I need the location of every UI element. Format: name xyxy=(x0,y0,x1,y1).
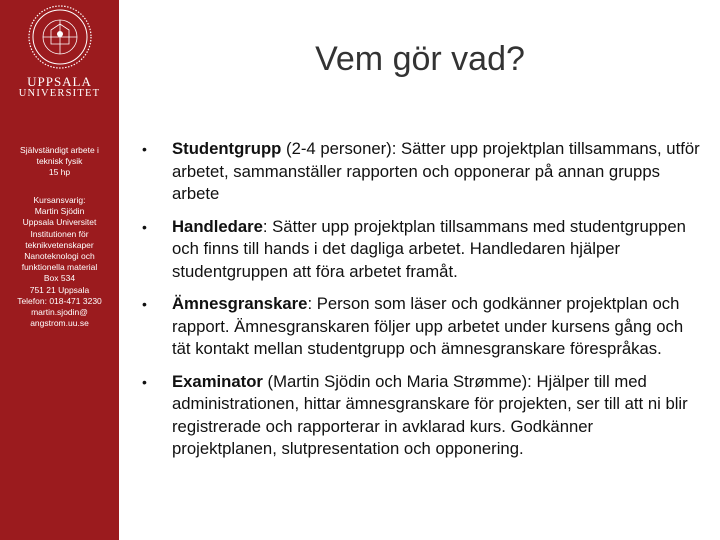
role-item-examinator xyxy=(140,371,700,461)
contact-line: Nanoteknologi och xyxy=(24,251,95,262)
bullet: • xyxy=(142,373,147,390)
role-term: Handledare xyxy=(172,216,263,236)
contact-line: Telefon: 018-471 3230 xyxy=(17,295,102,306)
contact-line: teknikvetenskaper xyxy=(25,239,94,250)
course-line: 15 hp xyxy=(48,167,71,178)
contact-line: Box 534 xyxy=(43,273,76,284)
role-list xyxy=(140,138,700,471)
course-info xyxy=(4,145,115,179)
role-item-studentgrupp xyxy=(140,138,700,206)
role-description: (Martin Sjödin och Maria Strømme): Hjälper till med administrationen, hittar ämnesgranskare för projekten, ser till att ni blir registrerade och rapporterar in avklarad kurs. Godkänner projektplanen, slutpresentation och opponering. xyxy=(172,371,688,458)
contact-line: angstrom.uu.se xyxy=(30,318,89,329)
bullet: • xyxy=(142,296,147,312)
bullet: • xyxy=(142,218,147,235)
role-item-amnesgranskare xyxy=(140,293,700,361)
bullet: • xyxy=(142,141,147,157)
role-description: : Sätter upp projektplan tillsammans med studentgruppen och finns till hands i det dagliga arbetet. Handledaren hjälper studentgruppen att föra arbetet framåt. xyxy=(172,216,686,281)
role-term: Ämnesgranskare xyxy=(172,294,308,313)
contact-line: Martin Sjödin xyxy=(34,206,85,217)
course-line: teknisk fysik xyxy=(36,156,83,167)
university-seal-logo xyxy=(22,4,98,70)
role-description: : Person som läser och godkänner projektplan och rapport. Ämnesgranskaren följer upp arbetet under kursens gång och tät kontakt mellan studentgrupp och ämnesgranskare förespråkas. xyxy=(172,294,684,358)
contact-line: 751 21 Uppsala xyxy=(29,284,90,295)
contact-line: Uppsala Universitet xyxy=(22,217,97,228)
role-description: (2-4 personer): Sätter upp projektplan tillsammans, utför arbetet, sammanställer rapporten och opponerar på annan grupps arbete xyxy=(172,139,700,203)
contact-line: martin.sjodin@ xyxy=(31,307,88,318)
course-line: Självständigt arbete i xyxy=(20,145,99,155)
contact-line: Kursansvarig: xyxy=(33,195,86,205)
brand-universitet: UNIVERSITET xyxy=(18,88,101,99)
contact-line: funktionella material xyxy=(21,262,98,273)
contact-info xyxy=(4,195,115,329)
role-item-handledare xyxy=(140,216,700,284)
brand-uppsala: UPPSALA xyxy=(27,74,92,89)
role-term: Studentgrupp xyxy=(172,139,282,158)
role-term: Examinator xyxy=(172,371,263,391)
contact-line: Institutionen för xyxy=(30,228,89,239)
slide-title: Vem gör vad? xyxy=(315,40,525,78)
sidebar xyxy=(0,0,119,540)
